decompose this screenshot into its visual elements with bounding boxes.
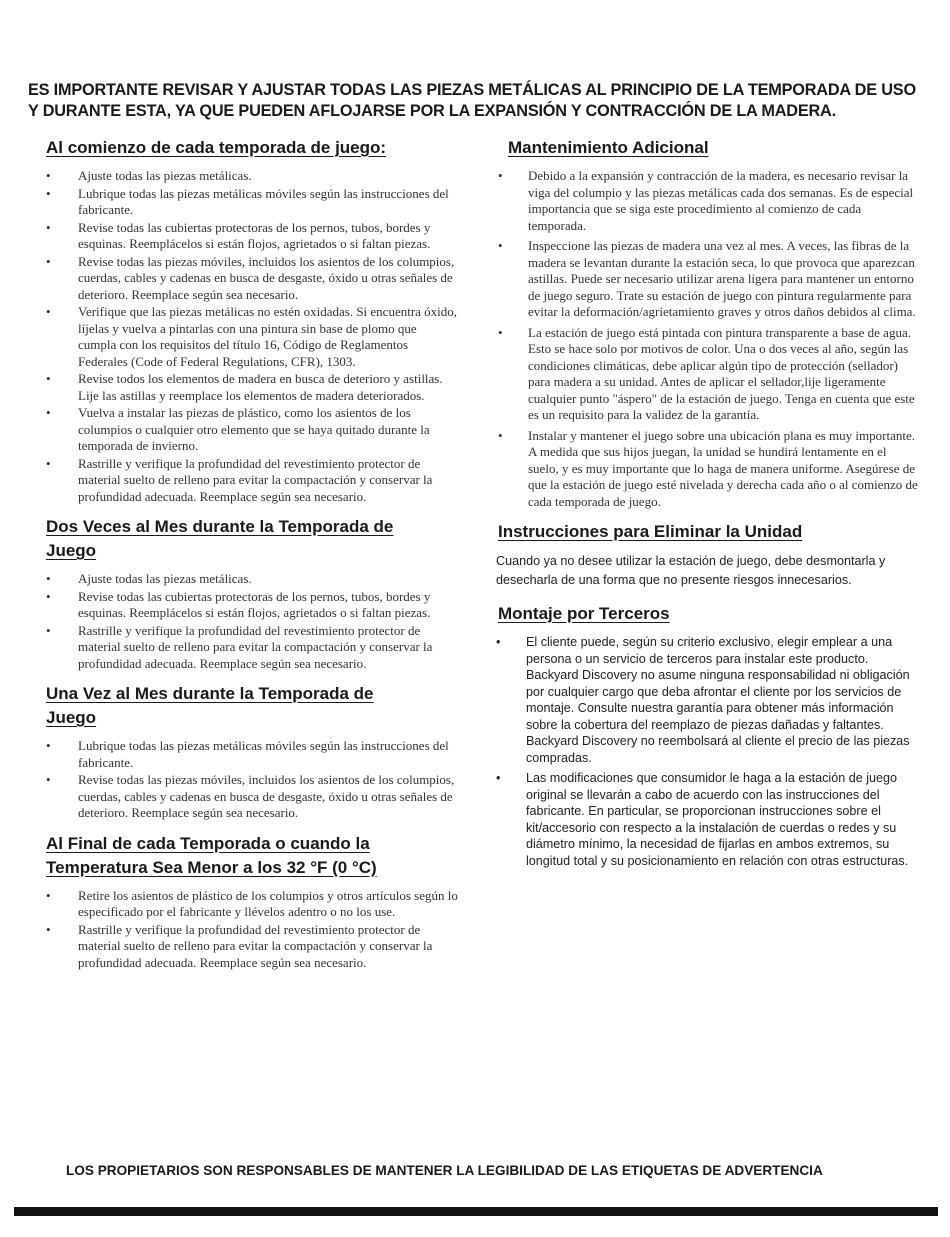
list-item-text: Retire los asientos de plástico de los columpios y otros artículos según lo especificado por el fabricante y llévelos adentro o no los use. — [78, 887, 458, 919]
list-item — [28, 571, 458, 588]
bullet-icon: • — [498, 427, 503, 443]
list-item — [28, 186, 458, 219]
list-item-text: Rastrille y verifique la profundidad del revestimiento protector de material suelto de relleno para evitar la compactación y conservar la profundidad adecuada. Reemplace según sea necesario. — [78, 921, 433, 970]
list-item — [28, 405, 458, 455]
section-start-of-season — [28, 136, 458, 505]
top-warning: ES IMPORTANTE REVISAR Y AJUSTAR TODAS LAS PIEZAS METÁLICAS AL PRINCIPIO DE LA TEMPORADA DE USO Y DURANTE ESTA, YA QUE PUEDEN AFLOJARSE POR LA EXPANSIÓN Y CONTRACCIÓN DE LA MADERA. — [28, 81, 916, 120]
list-item-text: Revise todas las piezas móviles, incluidos los asientos de los columpios, cuerdas, cables y cadenas en busca de desgaste, óxido u otras señales de deterioro. Reemplace según sea necesario. — [78, 772, 455, 820]
bullet-icon: • — [46, 887, 51, 903]
list-item — [494, 325, 918, 424]
bullet-icon: • — [46, 304, 51, 319]
list-item — [28, 304, 458, 370]
list-item-text: Debido a la expansión y contracción de la madera, es necesario revisar la viga del columpio y las piezas metálicas cada dos semanas. Es de especial importancia que se siga este procedimiento al comienzo de cada temporada. — [528, 168, 914, 233]
bullet-icon: • — [498, 168, 503, 183]
list-item — [28, 623, 458, 673]
list-item — [28, 922, 458, 972]
section-additional-maintenance — [494, 136, 918, 510]
list-item-text: Revise todas las piezas móviles, incluidos los asientos de los columpios, cuerdas, cables y cadenas en busca de desgaste, óxido u otras señales de deterioro. Reemplace según sea necesario. — [78, 253, 455, 302]
list-item-text: Ajuste todas las piezas metálicas. — [78, 571, 252, 586]
list-item-text: Verifique que las piezas metálicas no estén oxidadas. Si encuentra óxido, líjelas y vuelva a pintarlas con una pintura sin base de plomo que cumpla con los requisitos del título 16, Código de Reglamentos Federales (Code of Federal Regulations, CFR), 1303. — [78, 304, 458, 369]
section-end-of-season — [28, 832, 458, 972]
list-item-text: El cliente puede, según su criterio exclusivo, elegir emplear a una persona o un servicio de terceros para instalar este producto. Backyard Discovery no asume ninguna responsabilidad ni obligación por cualquier cargo que deba afrontar el cliente por los servicios de montaje. Consulte nuestra garantía para obtener más información sobre la cobertura del reemplazo de piezas dañadas y faltantes. Backyard Discovery no reembolsará al cliente el precio de las piezas compradas. — [526, 635, 910, 765]
bullet-icon: • — [496, 771, 501, 785]
bullet-icon: • — [46, 772, 51, 787]
bullet-icon: • — [46, 455, 51, 471]
list-item — [28, 220, 458, 253]
right-column — [494, 136, 918, 873]
list-item-text: Instalar y mantener el juego sobre una ubicación plana es muy importante. A medida que sus hijos juegan, la unidad se hundirá lentamente en el suelo, y es muy importante que lo haga de manera uniforme. Asegúrese de que la estación de juego esté nivelada y derecha cada año o al comienzo de cada temporada de juego. — [528, 427, 918, 509]
bullet-icon: • — [46, 168, 51, 183]
bullet-icon: • — [46, 185, 51, 201]
list-item — [28, 456, 458, 506]
list-item — [28, 371, 458, 404]
section-heading: Dos Veces al Mes durante la Temporada de Juego — [46, 517, 394, 560]
list-item-text: Revise todas las cubiertas protectoras de los pernos, tubos, bordes y esquinas. Reemplácelos si están flojos, agrietados o si faltan piezas. — [78, 588, 431, 620]
section-heading: Montaje por Terceros — [498, 604, 670, 623]
section-monthly — [28, 682, 458, 822]
bullet-icon: • — [46, 253, 51, 269]
bullet-icon: • — [46, 738, 51, 753]
section-unit-removal — [494, 520, 918, 590]
bullet-list — [494, 634, 918, 869]
removal-text: Cuando ya no desee utilizar la estación de juego, debe desmontarla y desecharla de una forma que no presente riesgos innecesarios. — [496, 554, 886, 587]
list-item — [494, 238, 918, 321]
list-item — [494, 168, 918, 234]
section-heading: Al Final de cada Temporada o cuando la Temperatura Sea Menor a los 32 °F (0 °C) — [46, 833, 377, 877]
bullet-icon: • — [46, 571, 51, 586]
bullet-icon: • — [46, 371, 51, 386]
bullet-list — [28, 571, 458, 672]
bullet-icon: • — [46, 405, 51, 420]
section-heading: Al comienzo de cada temporada de juego: — [46, 138, 387, 157]
list-item-text: La estación de juego está pintada con pintura transparente a base de agua. Esto se hace solo por motivos de color. Una o dos veces al año, según las condiciones climáticas, debe aplicar algún tipo de protección (sellador) para madera a su unidad. Antes de aplicar el sellador,lije ligeramente cualquier punto "áspero" de la estación de juego. Tenga en cuenta que este es un requisito para la validez de la garantía. — [528, 324, 915, 422]
list-item — [28, 168, 458, 185]
list-item-text: Rastrille y verifique la profundidad del revestimiento protector de material suelto de relleno para evitar la compactación y conservar la profundidad adecuada. Reemplace según sea necesario. — [78, 455, 433, 504]
bottom-warning: LOS PROPIETARIOS SON RESPONSABLES DE MANTENER LA LEGIBILIDAD DE LAS ETIQUETAS DE ADVERTENCIA — [66, 1163, 823, 1178]
list-item-text: Vuelva a instalar las piezas de plástico, como los asientos de los columpios o cualquier otro elemento que se haya quitado durante la temporada de invierno. — [78, 405, 430, 453]
list-item-text: Lubrique todas las piezas metálicas móviles según las instrucciones del fabricante. — [78, 738, 449, 770]
bullet-list — [28, 888, 458, 972]
list-item-text: Revise todas las cubiertas protectoras de los pernos, tubos, bordes y esquinas. Reemplácelos si están flojos, agrietados o si faltan piezas. — [78, 219, 431, 251]
bullet-list — [494, 168, 918, 510]
list-item — [494, 428, 918, 511]
bullet-icon: • — [496, 635, 501, 649]
section-heading: Mantenimiento Adicional — [508, 138, 709, 157]
list-item — [28, 738, 458, 771]
section-third-party-assembly — [494, 602, 918, 869]
list-item — [494, 770, 918, 869]
list-item — [28, 589, 458, 622]
bullet-icon: • — [46, 588, 51, 604]
list-item-text: Las modificaciones que consumidor le haga a la estación de juego original se llevarán a cabo de acuerdo con las instrucciones del fabricante. En particular, se proporcionan instrucciones sobre el kit/accesorio con respecto a la instalación de cuerdas o redes y su diámetro mínimo, la necesidad de fijarlas en ambos extremos, su longitud total y su posicionamiento en relación con otras estructuras. — [526, 771, 909, 868]
bullet-icon: • — [498, 238, 503, 253]
section-twice-monthly — [28, 515, 458, 672]
bullet-icon: • — [46, 622, 51, 638]
list-item-text: Lubrique todas las piezas metálicas móviles según las instrucciones del fabricante. — [78, 185, 449, 217]
list-item-text: Revise todos los elementos de madera en busca de deterioro y astillas. Lije las astillas y reemplace los elementos de madera deteriorados. — [78, 371, 443, 403]
list-item-text: Ajuste todas las piezas metálicas. — [78, 168, 252, 183]
bullet-icon: • — [498, 324, 503, 340]
list-item — [28, 772, 458, 822]
section-heading: Instrucciones para Eliminar la Unidad — [498, 522, 803, 541]
section-heading: Una Vez al Mes durante la Temporada de Juego — [46, 684, 374, 727]
list-item-text: Inspeccione las piezas de madera una vez al mes. A veces, las fibras de la madera se levantan durante la estación seca, lo que provoca que aparezcan astillas. Puede ser necesario utilizar arena ligera para mantener un entorno de juego seguro. Trate su estación de juego con pintura regularmente para evitar la deformación/agrietamiento graves y otros daños debidos al clima. — [528, 238, 916, 319]
list-item — [494, 634, 918, 766]
bullet-icon: • — [46, 921, 51, 937]
list-item — [28, 254, 458, 304]
bottom-rule — [14, 1207, 938, 1216]
bullet-list — [28, 738, 458, 822]
left-column — [28, 136, 458, 981]
bullet-list — [28, 168, 458, 505]
list-item — [28, 888, 458, 921]
list-item-text: Rastrille y verifique la profundidad del revestimiento protector de material suelto de relleno para evitar la compactación y conservar la profundidad adecuada. Reemplace según sea necesario. — [78, 622, 433, 671]
bullet-icon: • — [46, 219, 51, 235]
